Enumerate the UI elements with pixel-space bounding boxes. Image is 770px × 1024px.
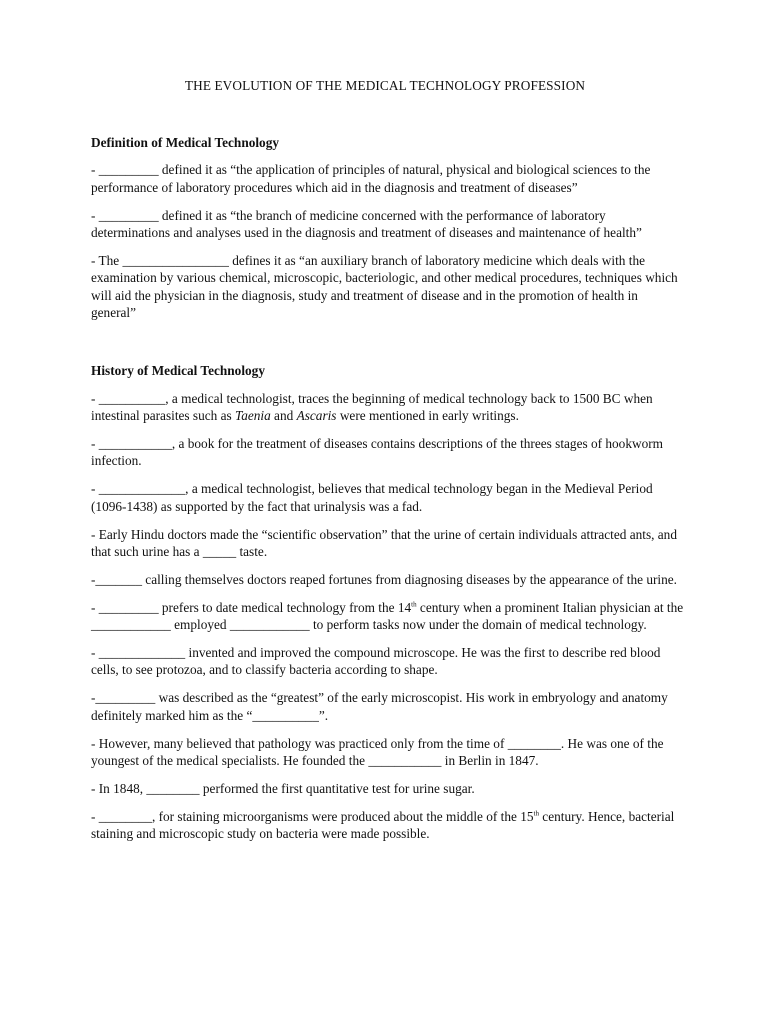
- section-spacer: [91, 332, 685, 362]
- history-paragraph-11-text-a: - ________, for staining microorganisms were produced about the middle of the 15: [91, 808, 534, 824]
- definition-paragraph-3: - The ________________ defines it as “an auxiliary branch of laboratory medicine which deals with the examination by various chemical, microscopic, bacteriologic, and other medical procedures, techniques which will aid the physician in the diagnosis, study and treatment of disease and in the promotion of health in general”: [91, 253, 678, 321]
- document-body: [91, 134, 685, 853]
- history-paragraph-11: [91, 808, 685, 843]
- history-paragraph-5: -_______ calling themselves doctors reaped fortunes from diagnosing diseases by the appearance of the urine.: [91, 571, 677, 587]
- history-paragraph-7: - _____________ invented and improved the compound microscope. He was the first to describe red blood cells, to see protozoa, and to classify bacteria according to shape.: [91, 645, 661, 678]
- history-paragraph-1-text-c: were mentioned in early writings.: [336, 407, 519, 423]
- history-paragraph-6: [91, 599, 685, 634]
- ascaris-term: Ascaris: [296, 407, 337, 423]
- definition-paragraph-2: - _________ defined it as “the branch of medicine concerned with the performance of laboratory determinations and analyses used in the diagnosis and treatment of diseases and maintenance of health”: [91, 207, 642, 241]
- history-paragraph-6-text-b: century when a prominent Italian physician at the ____________ employed ____________ to perform tasks now under the domain of medical technology.: [91, 599, 684, 633]
- taenia-term: Taenia: [235, 407, 271, 423]
- history-paragraph-4: - Early Hindu doctors made the “scientific observation” that the urine of certain individuals attracted ants, and that such urine has a _____ taste.: [91, 526, 677, 559]
- history-paragraph-8: -_________ was described as the “greatest” of the early microscopist. His work in embryology and anatomy definitely marked him as the “__________”.: [91, 690, 668, 723]
- ordinal-suffix: th: [533, 809, 539, 818]
- history-paragraph-2: - ___________, a book for the treatment of diseases contains descriptions of the threes stages of hookworm infection.: [91, 435, 663, 469]
- history-paragraph-9: - However, many believed that pathology was practiced only from the time of ________. He was one of the youngest of the medical specialists. He founded the ___________ in Berlin in 1847.: [91, 735, 664, 769]
- history-paragraph-10: - In 1848, ________ performed the first quantitative test for urine sugar.: [91, 780, 475, 796]
- section-heading-history: History of Medical Technology: [91, 363, 265, 379]
- section-heading-definition: Definition of Medical Technology: [91, 135, 280, 150]
- history-section: [91, 362, 685, 843]
- definition-section: [91, 134, 685, 322]
- history-paragraph-1-text-b: and: [270, 407, 297, 423]
- definition-paragraph-1: - _________ defined it as “the application of principles of natural, physical and biological sciences to the performance of laboratory procedures which aid in the diagnosis and treatment of diseases”: [91, 162, 651, 195]
- history-paragraph-6-text-a: - _________ prefers to date medical technology from the 14: [91, 599, 412, 615]
- ordinal-suffix: th: [411, 600, 417, 609]
- history-paragraph-11-text-b: century. Hence, bacterial staining and microscopic study on bacteria were made possible.: [91, 808, 675, 842]
- history-paragraph-1-text-a: - __________, a medical technologist, traces the beginning of medical technology back to 1500 BC when intestinal parasites such as: [91, 390, 653, 423]
- history-paragraph-1: [91, 390, 685, 425]
- document-title: THE EVOLUTION OF THE MEDICAL TECHNOLOGY PROFESSION: [184, 78, 586, 93]
- history-paragraph-3: - _____________, a medical technologist, believes that medical technology began in the Medieval Period (1096-1438) as supported by the fact that urinalysis was a fad.: [91, 481, 653, 514]
